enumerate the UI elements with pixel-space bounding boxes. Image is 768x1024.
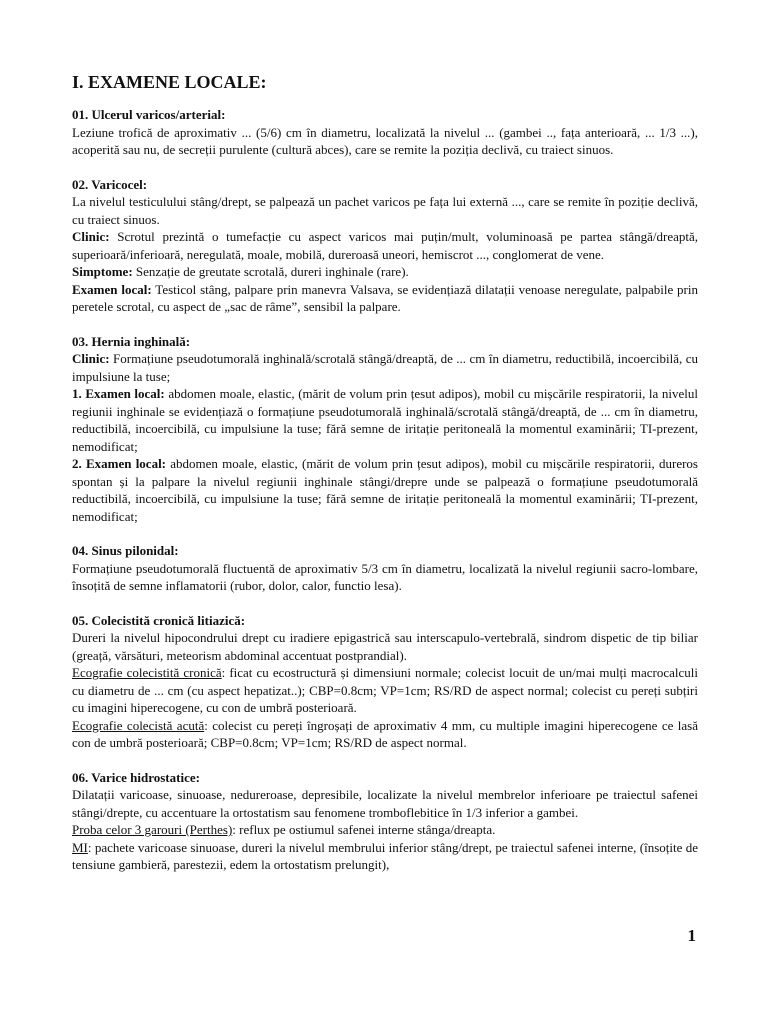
paragraph [72,228,698,263]
paragraph-text: Senzație de greutate scrotală, dureri inghinale (rare). [132,264,409,279]
section-title: 03. Hernia inghinală: [72,333,191,349]
section-hernia [72,333,698,526]
paragraph-text: : reflux pe ostiumul safenei interne stânga/dreapta. [232,822,496,837]
paragraph-text: abdomen moale, elastic, (mărit de volum prin țesut adipos), mobil cu mișcările respiratorii, dureros spontan și la palpare la nivelul regiunii inghinale stângi/drepre unde se palpează o formațiune pseudotumorală reductibilă, incoercibilă, cu impulsiune la tuse; fără semne de iritație peritoneală la momentul examinării; TI-prezent, nemodificat; [72,456,698,524]
paragraph-label: Examen local: [72,281,152,297]
paragraph-label: 1. Examen local: [72,386,165,401]
paragraph: Dilatații varicoase, sinuoase, nedureroase, depresibile, localizate la nivelul membrelor inferioare pe traiectul safenei stângi/drepte, cu accentuare la ortostatism sau fenomene tromboflebitice în 1/3 inferior a gambei. [72,787,698,820]
paragraph [72,350,698,385]
paragraph-label: Simptome: [72,264,133,279]
paragraph: Leziune trofică de aproximativ ... (5/6) cm în diametru, localizată la nivelul ... (gambei .., fața anterioară, ... 1/3 ...), acoperită sau nu, de secreții purulente (cultură abces), care se remite la poziția declivă, cu traiect sinuos. [72,124,698,157]
paragraph-label: Clinic: [72,229,110,244]
paragraph-text: : pachete varicoase sinuoase, dureri la nivelul membrului inferior stâng/drept, pe traiectul safenei interne, (însoțite de tensiune gambieră, parestezii, edem la ortostatism prelungit), [72,839,698,872]
section-title: 06. Varice hidrostatice: [72,769,200,785]
page-number: 1 [687,926,696,945]
paragraph [72,455,698,525]
paragraph [72,717,698,752]
paragraph-label: Ecografie colecistită cronică [72,665,222,680]
section-ulcer [72,106,698,159]
paragraph-label: Clinic: [72,351,110,366]
section-sinus-pilonidal [72,542,698,595]
paragraph-text: : colecist cu pereți îngroșați de aproximativ 4 mm, cu multiple imagini hiperecogene ce lasă con de umbră posterioară; CBP=0.8cm; VP=1cm; RS/RD de aspect normal. [72,717,698,750]
section-varice [72,769,698,874]
section-title: 05. Colecistită cronică litiazică: [72,612,246,628]
section-title: 01. Ulcerul varicos/arterial: [72,107,226,122]
paragraph-text: : ficat cu ecostructură și dimensiuni normale; colecist locuit de un/mai mulți macrocalculi cu diametru de ... cm (cu aspect hepatizat..); CBP=0.8cm; VP=1cm; RS/RD de aspect normal; colecist cu pereți subțiri cu imagini hiperecogene, cu con de umbră posterioară. [72,665,698,715]
paragraph-label: 2. Examen local: [72,456,167,471]
paragraph-text: Formațiune pseudotumorală inghinală/scrotală stângă/dreaptă, de ... cm în diametru, reductibilă, incoercibilă, cu impulsiune la tuse; [72,351,698,384]
section-varicocel [72,176,698,316]
paragraph [72,263,698,281]
paragraph-label: Ecografie colecistă acută [72,717,205,733]
paragraph [72,385,698,455]
paragraph: Dureri la nivelul hipocondrului drept cu iradiere epigastrică sau interscapulo-vertebrală, sindrom dispetic de tip biliar (greață, vărsături, meteorism abdominal accentuat postprandial). [72,630,698,663]
paragraph-label: MI [72,839,88,855]
paragraph [72,281,698,316]
section-title: 04. Sinus pilonidal: [72,543,179,558]
paragraph-text: Testicol stâng, palpare prin manevra Valsava, se evidențiază dilatații venoase neregulate, palpabile prin peretele scrotal, cu aspect de „sac de râme”, sensibil la palpare. [72,281,699,314]
section-title: 02. Varicocel: [72,176,148,192]
paragraph-text: Scrotul prezintă o tumefacție cu aspect varicos mai puțin/mult, voluminoasă pe partea stângă/dreaptă, superioară/inferioară, neregulată, moale, mobilă, dureroasă uneori, hemiscrot ..., conglomerat de vene. [72,229,698,262]
paragraph [72,664,698,717]
paragraph-text: abdomen moale, elastic, (mărit de volum prin țesut adipos), mobil cu mișcările respiratorii, la nivelul regiunii inghinale se evidențiază o formațiune pseudotumorală inghinală/scrotală stângă/dreaptă, de ... cm în diametru, reductibilă, incoercibilă, cu impulsiune la tuse; fără semne de iritație peritoneală la momentul examinării; TI-prezent, nemodificat; [72,386,698,454]
paragraph-label: Proba celor 3 garouri (Perthes) [72,822,233,837]
paragraph [72,839,698,874]
paragraph [72,821,698,839]
page-heading: I. EXAMENE LOCALE: [72,72,267,92]
section-colecistita [72,612,698,752]
paragraph: La nivelul testiculului stâng/drept, se palpează un pachet varicos pe fața lui externă ..., care se remite în poziție declivă, cu traiect sinuos. [72,194,698,227]
paragraph: Formațiune pseudotumorală fluctuentă de aproximativ 5/3 cm în diametru, localizată la nivelul regiunii sacro-lombare, însoțită de semne inflamatorii (rubor, dolor, calor, functio lesa). [72,560,698,593]
